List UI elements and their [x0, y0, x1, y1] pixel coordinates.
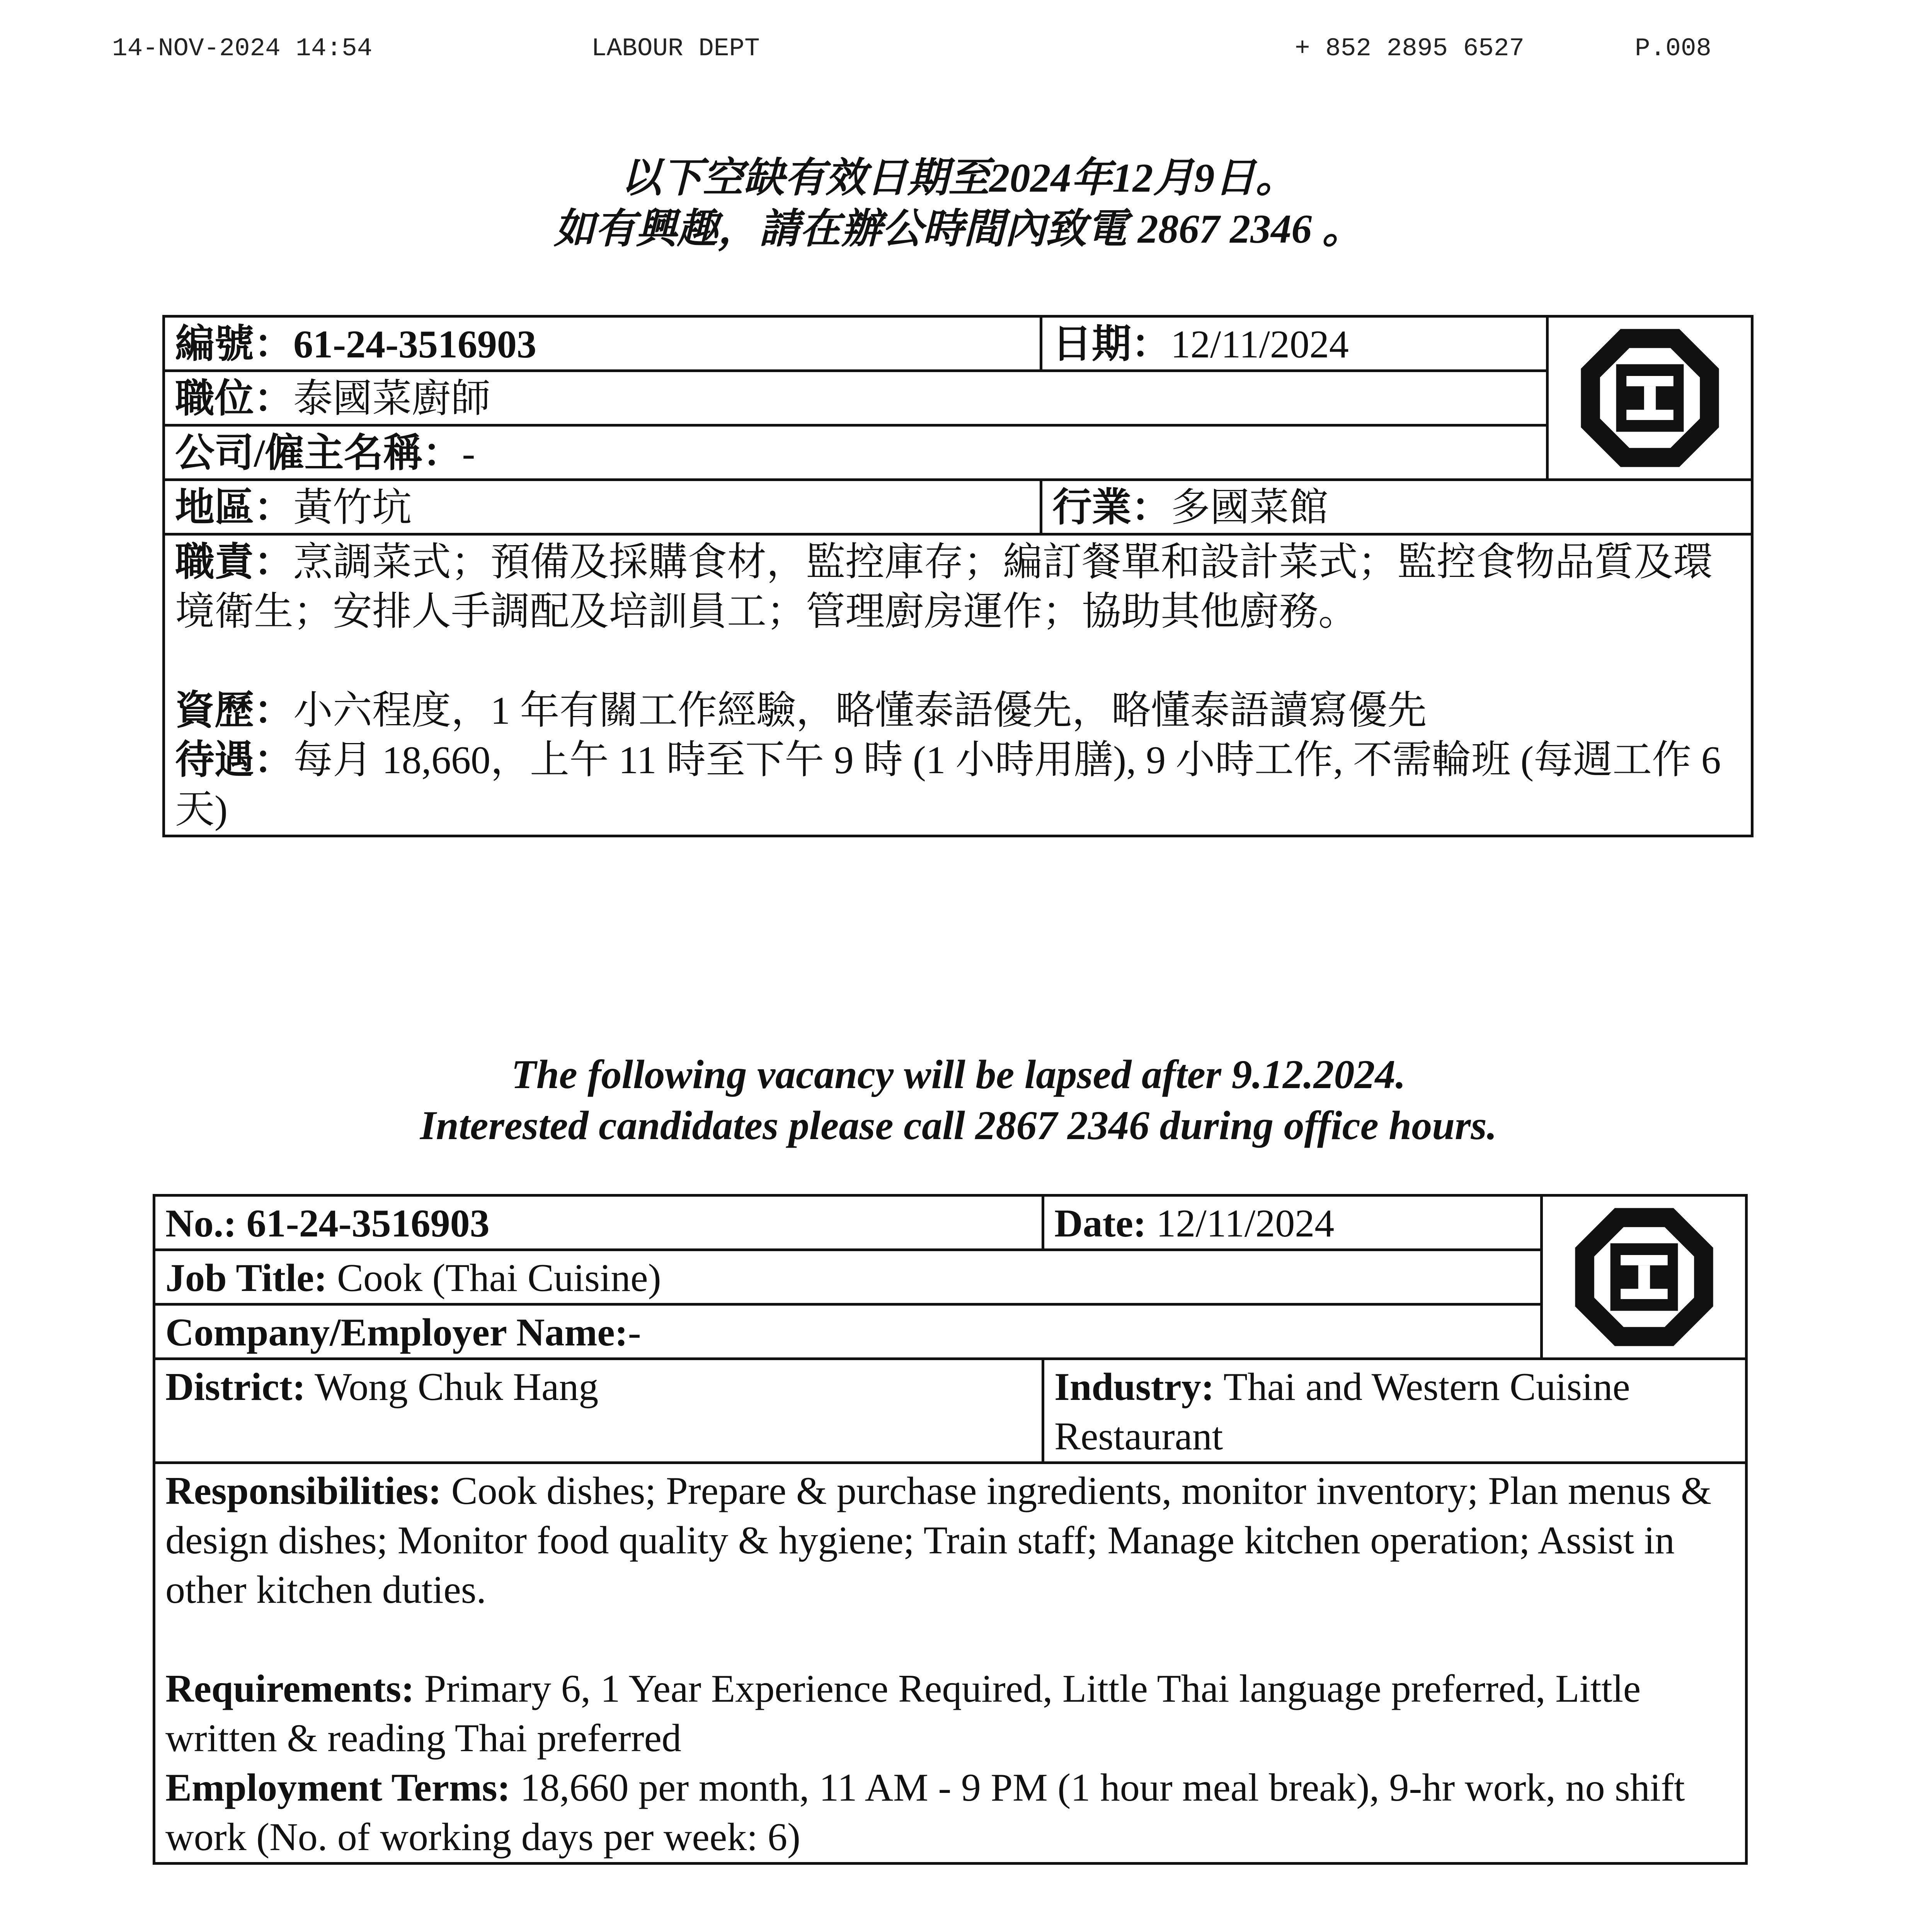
zh-notice-line-2: 如有興趣，請在辦公時間內致電 2867 2346 。 [554, 206, 1363, 252]
zh-job-title-value: 泰國菜廚師 [293, 377, 490, 421]
zh-vacancy-card [162, 315, 1754, 837]
zh-company-cell [164, 425, 1548, 480]
en-requirements [165, 1664, 1735, 1763]
en-employment-terms [165, 1763, 1735, 1862]
en-requirements-label: Requirements: [165, 1667, 415, 1711]
en-company-value: - [628, 1311, 641, 1354]
en-responsibilities-label: Responsibilities: [165, 1469, 442, 1513]
zh-industry-value: 多國菜館 [1171, 486, 1328, 530]
zh-company-value: - [462, 432, 475, 475]
zh-date-cell [1041, 316, 1548, 371]
en-date-value: 12/11/2024 [1156, 1202, 1335, 1245]
fax-page-number: P.008 [1635, 34, 1712, 63]
en-job-title-cell [154, 1250, 1542, 1304]
zh-notice-line-1: 以下空缺有效日期至2024年12月9日。 [620, 155, 1297, 201]
en-validity-notice [0, 1049, 1917, 1151]
zh-duties-value: 烹調菜式；預備及採購食材，監控庫存；編訂餐單和設計菜式；監控食物品質及環境衛生；安排人手調配及培訓員工；管理廚房運作；協助其他廚務。 [175, 541, 1713, 634]
en-notice-line-2: Interested candidates please call 2867 2346 during office hours. [420, 1103, 1497, 1148]
zh-district-label: 地區： [175, 486, 293, 530]
en-responsibilities-value: Cook dishes; Prepare & purchase ingredients, monitor inventory; Plan menus & design dishes; Monitor food quality & hygiene; Train staff; Manage kitchen operation; Assist in other kitchen duties. [165, 1469, 1712, 1612]
en-logo-cell [1542, 1196, 1747, 1359]
labour-department-logo-icon [1571, 1204, 1718, 1350]
en-district-label: District: [165, 1365, 306, 1409]
en-industry-cell [1043, 1359, 1747, 1463]
zh-terms-label: 待遇： [175, 738, 293, 782]
zh-requirements [175, 686, 1741, 736]
zh-job-title-cell [164, 371, 1548, 425]
zh-industry-cell [1041, 480, 1752, 534]
en-responsibilities [165, 1466, 1735, 1615]
zh-vacancy-number-label: 編號： [175, 323, 293, 366]
zh-validity-notice [0, 153, 1917, 255]
zh-duties [175, 538, 1741, 637]
en-employment-terms-value: 18,660 per month, 11 AM - 9 PM (1 hour meal break), 9-hr work, no shift work (No. of working days per week: 6) [165, 1766, 1685, 1859]
zh-date-value: 12/11/2024 [1171, 323, 1349, 366]
en-job-title-value: Cook (Thai Cuisine) [337, 1256, 661, 1300]
en-company-cell [154, 1304, 1542, 1359]
fax-datetime: 14-NOV-2024 14:54 [112, 34, 373, 63]
en-vacancy-number-label: No.: [165, 1202, 237, 1245]
en-industry-value: Thai and Western Cuisine Restaurant [1054, 1365, 1630, 1458]
zh-vacancy-number-value: 61-24-3516903 [293, 323, 536, 366]
en-job-title-label: Job Title: [165, 1256, 327, 1300]
fax-sender: LABOUR DEPT [591, 34, 760, 63]
zh-details-cell [164, 534, 1752, 836]
zh-requirements-label: 資歷： [175, 689, 293, 733]
en-vacancy-number-value: 61-24-3516903 [246, 1202, 490, 1245]
en-district-cell [154, 1359, 1043, 1463]
zh-logo-cell [1548, 316, 1752, 480]
en-date-cell [1043, 1196, 1542, 1250]
en-vacancy-number-cell [154, 1196, 1043, 1250]
en-industry-label: Industry: [1054, 1365, 1214, 1409]
zh-district-cell [164, 480, 1041, 534]
en-details-cell [154, 1463, 1747, 1864]
fax-header [0, 34, 1917, 65]
en-requirements-value: Primary 6, 1 Year Experience Required, Little Thai language preferred, Little written & reading Thai preferred [165, 1667, 1641, 1760]
en-district-value: Wong Chuk Hang [315, 1365, 599, 1409]
zh-terms [175, 736, 1741, 835]
zh-terms-value: 每月 18,660，上午 11 時至下午 9 時 (1 小時用膳), 9 小時工作, 不需輪班 (每週工作 6 天) [175, 738, 1721, 832]
zh-job-title-label: 職位： [175, 377, 293, 421]
en-vacancy-card [153, 1194, 1748, 1865]
en-employment-terms-label: Employment Terms: [165, 1766, 511, 1810]
zh-requirements-value: 小六程度，1 年有關工作經驗，略懂泰語優先，略懂泰語讀寫優先 [293, 689, 1427, 733]
labour-department-logo-icon [1577, 325, 1723, 471]
en-company-label: Company/Employer Name: [165, 1311, 628, 1354]
zh-company-label: 公司/僱主名稱： [175, 432, 462, 475]
zh-vacancy-number-cell [164, 316, 1041, 371]
zh-date-label: 日期： [1052, 323, 1171, 366]
en-date-label: Date: [1054, 1202, 1146, 1245]
zh-duties-label: 職責： [175, 541, 293, 584]
zh-industry-label: 行業： [1052, 486, 1171, 530]
en-notice-line-1: The following vacancy will be lapsed after 9.12.2024. [511, 1052, 1406, 1097]
fax-phone: + 852 2895 6527 [1295, 34, 1525, 63]
zh-district-value: 黃竹坑 [293, 486, 412, 530]
